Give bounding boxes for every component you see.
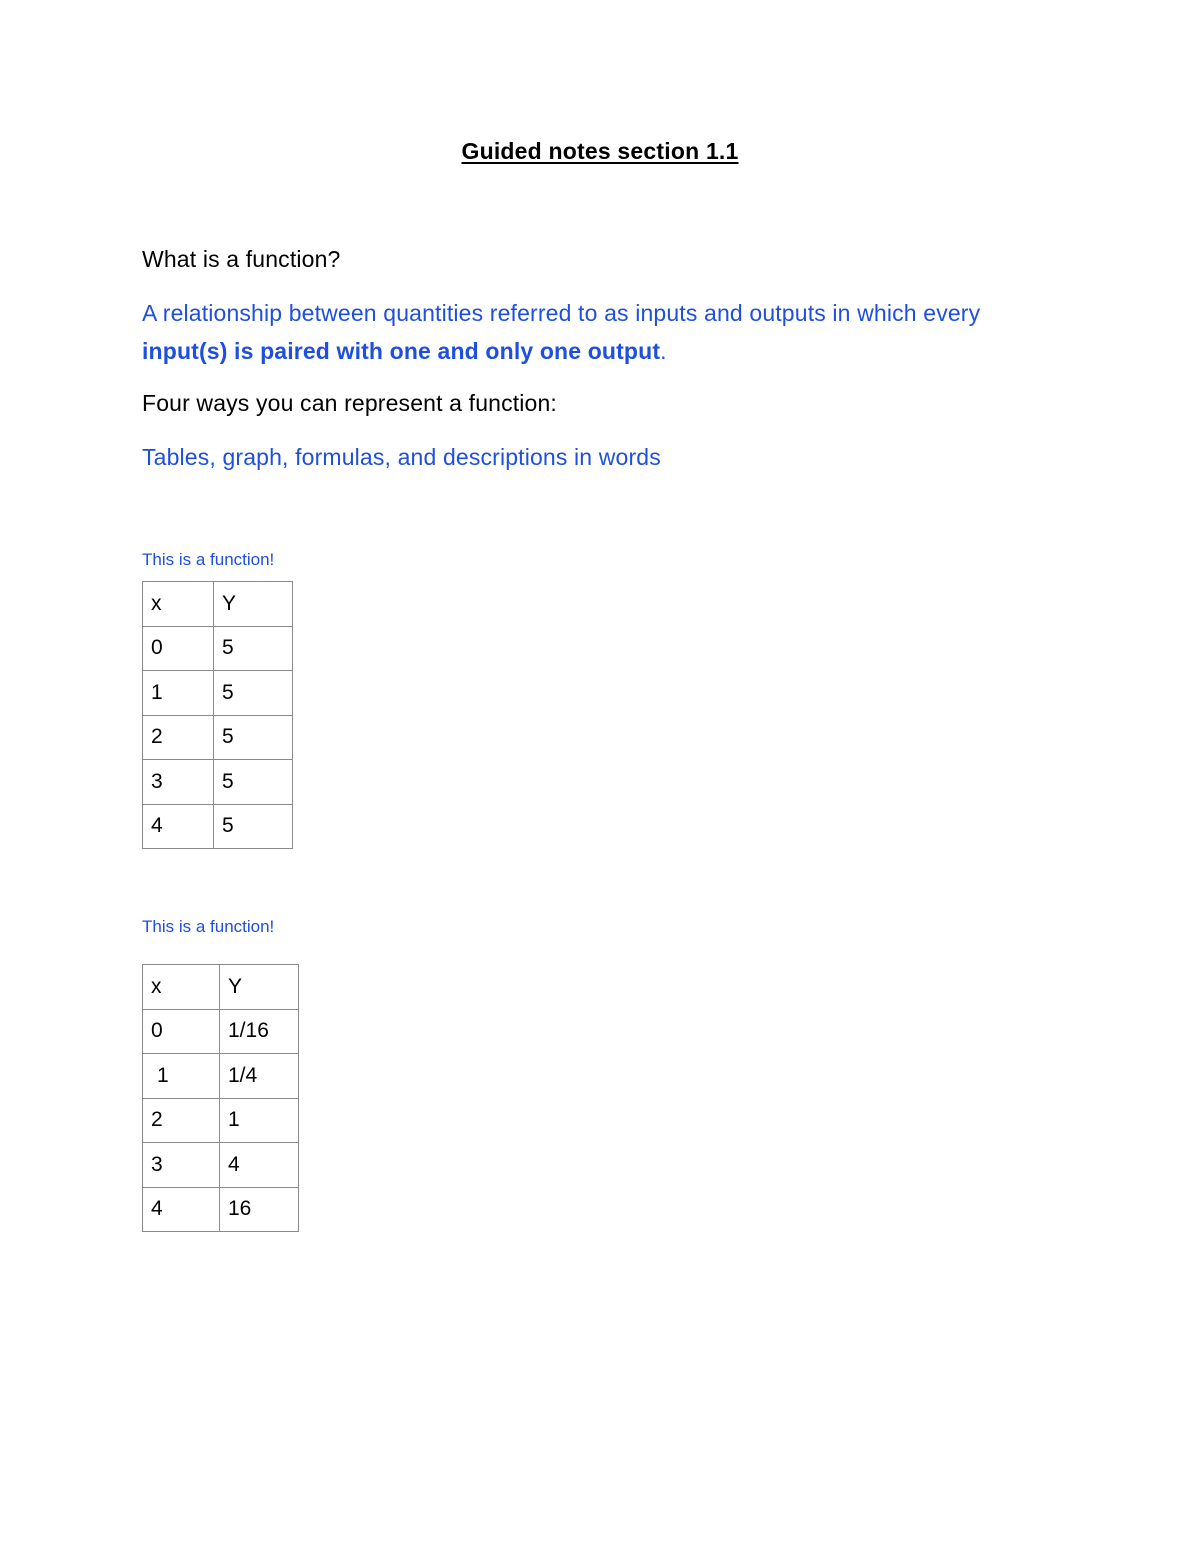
definition-line-1: A relationship between quantities referred to as inputs and outputs in which every [142,300,981,326]
definition-emphasis: input(s) is paired with one and only one output [142,338,661,364]
table-row [143,1143,299,1188]
question-what-is-function: What is a function? [142,246,341,272]
table-header-x: x [143,582,214,627]
table-header-y: Y [220,965,299,1010]
table-cell-x: 4 [143,804,214,849]
table-cell-x: 2 [143,715,214,760]
table-cell-y: 1/16 [220,1009,299,1054]
function-table-1 [142,581,293,849]
table-header-row [143,582,293,627]
table-cell-x: 1 [143,1054,220,1099]
definition-line-2 [142,338,667,365]
table-cell-x: 0 [143,1009,220,1054]
table-cell-x: 4 [143,1187,220,1232]
table-row [143,671,293,716]
table-row [143,626,293,671]
table-row [143,1098,299,1143]
table-row [143,1054,299,1099]
table-row [143,760,293,805]
table-cell-x: 1 [143,671,214,716]
table-header-x: x [143,965,220,1010]
table-cell-y: 5 [214,804,293,849]
table-cell-y: 5 [214,671,293,716]
page-title: Guided notes section 1.1 [461,138,739,164]
table-cell-x: 2 [143,1098,220,1143]
table-cell-y: 16 [220,1187,299,1232]
table-header-y: Y [214,582,293,627]
table-cell-x: 0 [143,626,214,671]
table-cell-x: 3 [143,1143,220,1188]
table-cell-y: 5 [214,715,293,760]
table-cell-y: 5 [214,760,293,805]
question-four-ways: Four ways you can represent a function: [142,390,557,416]
table-cell-y: 4 [220,1143,299,1188]
table-header-row [143,965,299,1010]
answer-four-ways: Tables, graph, formulas, and descriptions in words [142,444,661,470]
table-cell-y: 1 [220,1098,299,1143]
table-cell-x: 3 [143,760,214,805]
table-row [143,804,293,849]
table-row [143,1187,299,1232]
table-1-caption: This is a function! [142,550,275,569]
table-2-caption: This is a function! [142,917,275,936]
table-cell-y: 5 [214,626,293,671]
table-row [143,715,293,760]
function-table-2 [142,964,299,1232]
table-row [143,1009,299,1054]
table-cell-y: 1/4 [220,1054,299,1099]
definition-period: . [660,338,667,364]
